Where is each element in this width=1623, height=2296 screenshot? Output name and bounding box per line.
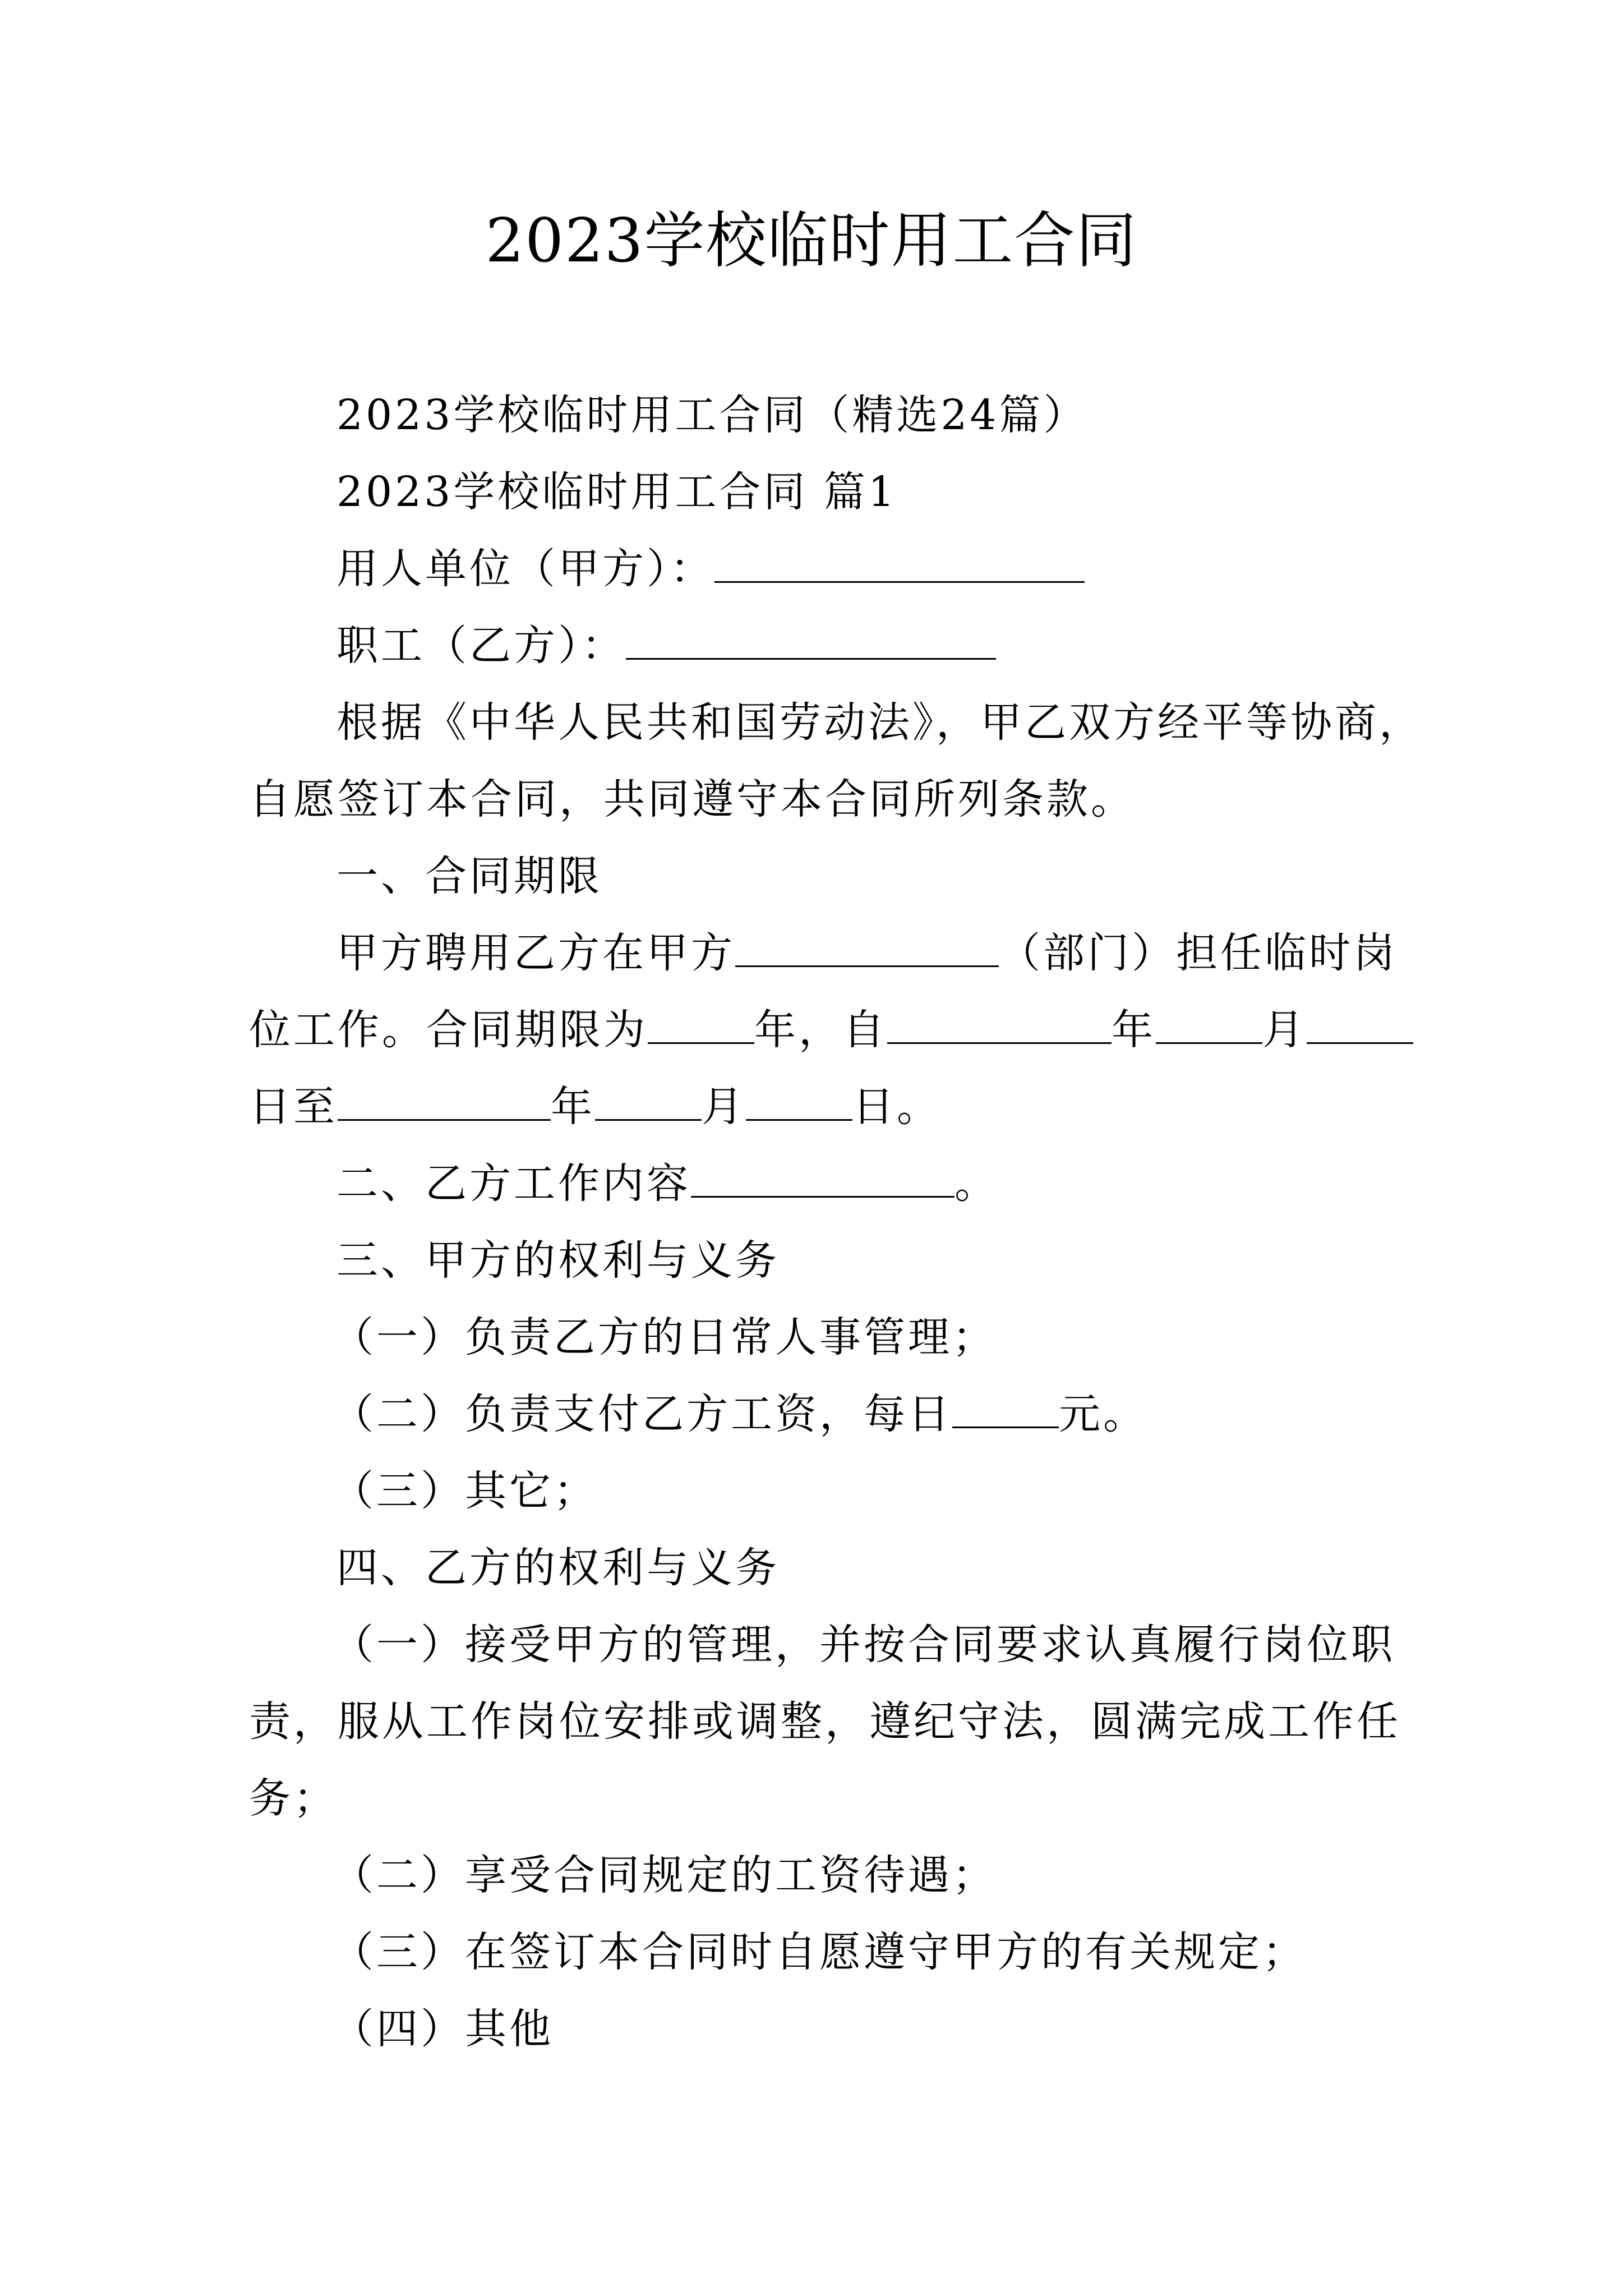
paragraph-line: 责，服从工作岗位安排或调整，遵纪守法，圆满完成工作任	[249, 1697, 1401, 1746]
clause-heading: 一、合同期限	[336, 852, 602, 900]
list-item: （三）在签订本合同时自愿遵守甲方的有关规定；	[332, 1928, 1307, 1976]
section-heading: 2023学校临时用工合同 篇1	[336, 468, 897, 516]
list-item	[249, 1376, 1382, 1453]
work-content-blank	[691, 1158, 955, 1198]
text-span: （部门）担任临时岗	[999, 929, 1398, 977]
text-span: 位工作。合同期限为	[249, 1006, 648, 1054]
document-body	[249, 377, 1423, 2068]
clause-heading: 三、甲方的权利与义务	[336, 1236, 780, 1285]
end-day-blank	[746, 1081, 852, 1121]
employee-blank	[626, 620, 996, 660]
text-span: 年	[551, 1083, 595, 1131]
start-month-blank	[1156, 1004, 1262, 1044]
paragraph-line: 自愿签订本合同，共同遵守本合同所列条款。	[249, 775, 1135, 823]
clause-heading	[249, 1145, 1382, 1222]
department-blank	[735, 927, 999, 967]
text-span: 日至	[249, 1083, 338, 1131]
list-item: （二）享受合同规定的工资待遇；	[332, 1851, 997, 1899]
text-span: 。	[955, 1159, 999, 1208]
list-item: （一）负责乙方的日常人事管理；	[332, 1313, 997, 1361]
employer-blank	[714, 543, 1085, 583]
text-span: 日。	[852, 1083, 941, 1131]
employer-line	[249, 531, 1382, 608]
employer-label: 用人单位（甲方）：	[336, 545, 714, 593]
list-item: （四）其他	[332, 2005, 554, 2053]
list-item: （一）接受甲方的管理，并按合同要求认真履行岗位职	[332, 1621, 1395, 1669]
paragraph-line	[249, 1069, 1382, 1145]
text-span: 月	[1262, 1006, 1307, 1054]
text-span: 年，自	[754, 1006, 887, 1054]
text-span: 年	[1112, 1006, 1156, 1054]
text-span: 二、乙方工作内容	[336, 1159, 691, 1208]
employee-label: 职工（乙方）：	[336, 622, 626, 670]
paragraph-line: 务；	[249, 1774, 338, 1823]
list-item: （三）其它；	[332, 1467, 598, 1515]
end-year-blank	[338, 1081, 551, 1121]
text-span: 月	[702, 1083, 746, 1131]
subtitle-line: 2023学校临时用工合同（精选24篇）	[336, 391, 1088, 439]
end-month-blank	[595, 1081, 702, 1121]
text-span: 元。	[1059, 1390, 1147, 1438]
text-span: （二）负责支付乙方工资，每日	[332, 1390, 952, 1438]
clause-heading: 四、乙方的权利与义务	[336, 1544, 780, 1592]
years-blank	[648, 1004, 754, 1044]
paragraph-line	[249, 992, 1382, 1069]
start-day-blank	[1307, 1004, 1413, 1044]
daily-wage-blank	[952, 1388, 1059, 1428]
employee-line	[249, 608, 1382, 684]
paragraph-line: 根据《中华人民共和国劳动法》，甲乙双方经平等协商，	[336, 698, 1423, 747]
start-year-blank	[887, 1004, 1112, 1044]
paragraph-line	[249, 915, 1398, 992]
text-span: 甲方聘用乙方在甲方	[336, 929, 735, 977]
document-title: 2023学校临时用工合同	[485, 206, 1138, 276]
